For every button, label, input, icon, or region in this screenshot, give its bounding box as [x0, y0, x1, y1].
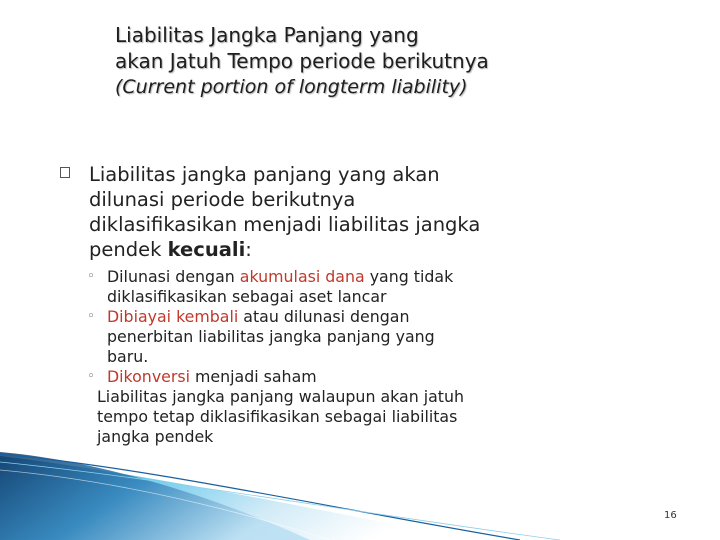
slide-title [115, 22, 635, 100]
sub-3-rest1: menjadi saham [190, 367, 317, 386]
title-line-3: (Current portion of longterm liability) [115, 76, 468, 98]
list-item [87, 367, 550, 387]
circle-bullet-icon: ◦ [87, 309, 95, 324]
bullet-line-4-suffix: : [245, 238, 252, 261]
sub-3-highlight: Dikonversi [107, 367, 190, 386]
circle-bullet-icon: ◦ [87, 269, 95, 284]
bullet-line-1: Liabilitas jangka panjang yang akan [89, 163, 440, 186]
sub-2-rest2: penerbitan liabilitas jangka panjang yang [107, 327, 435, 346]
title-line-1: Liabilitas Jangka Panjang yang [115, 23, 419, 47]
sub-list [60, 267, 550, 387]
slide-content [60, 162, 550, 447]
page-number: 16 [664, 510, 677, 521]
note-text [97, 387, 537, 447]
main-bullet [60, 162, 550, 262]
list-item [87, 267, 550, 307]
sub-2-rest3: baru. [107, 347, 149, 366]
sub-1-rest1: yang tidak [364, 267, 454, 286]
bullet-line-4-bold: kecuali [167, 238, 246, 261]
sub-1-prefix: Dilunasi dengan [107, 267, 240, 286]
note-line-3: jangka pendek [97, 427, 214, 446]
circle-bullet-icon: ◦ [87, 369, 95, 384]
sub-2-rest1: atau dilunasi dengan [238, 307, 410, 326]
bullet-line-3: diklasifikasikan menjadi liabilitas jangka [89, 213, 481, 236]
square-bullet-icon [60, 167, 70, 178]
note-line-1: Liabilitas jangka panjang walaupun akan jatuh [97, 387, 465, 406]
bullet-line-4-prefix: pendek [89, 238, 168, 261]
list-item [87, 307, 550, 367]
sub-1-highlight: akumulasi dana [239, 267, 365, 286]
bullet-line-2: dilunasi periode berikutnya [89, 188, 356, 211]
sub-1-rest2: diklasifikasikan sebagai aset lancar [107, 287, 387, 306]
note-line-2: tempo tetap diklasifikasikan sebagai liabilitas [97, 407, 458, 426]
sub-2-highlight: Dibiayai kembali [107, 307, 239, 326]
title-line-2: akan Jatuh Tempo periode berikutnya [115, 49, 489, 73]
